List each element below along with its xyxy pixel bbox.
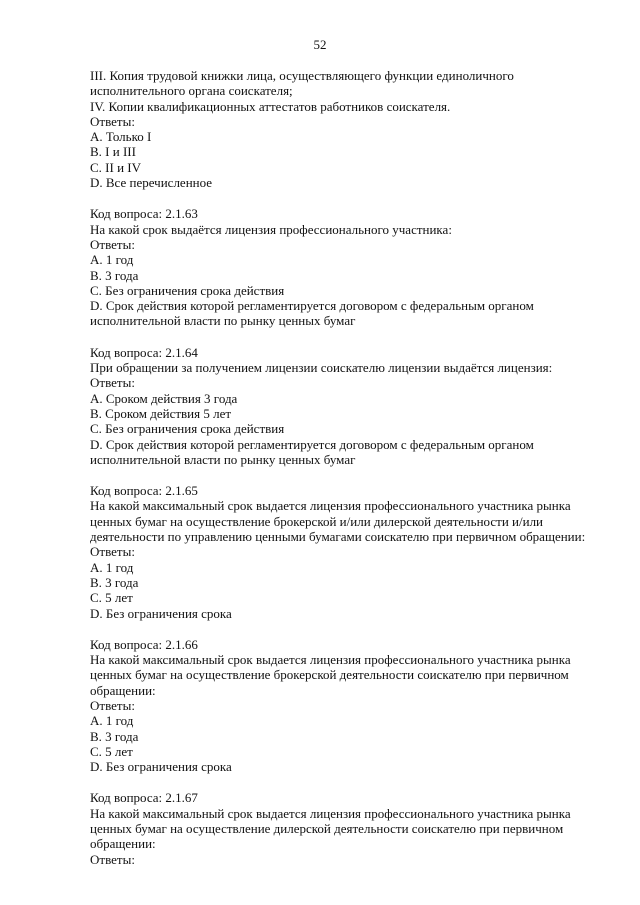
spacer (90, 621, 595, 637)
intro-line: IV. Копии квалификационных аттестатов работников соискателя. (90, 98, 451, 114)
question-text: деятельности по управлению ценными бумагами соискателю при первичном обращении: (90, 529, 586, 545)
answer-option: D. Без ограничения срока (90, 759, 232, 775)
spacer (90, 467, 595, 483)
spacer (90, 190, 595, 206)
question-block-2-1-66 (90, 637, 595, 775)
answer-option: B. 3 года (90, 728, 139, 744)
answer-option: C. Без ограничения срока действия (90, 282, 285, 298)
answers-label: Ответы: (90, 113, 135, 129)
answer-option: D. Все перечисленное (90, 175, 213, 191)
question-text: При обращении за получением лицензии соискателю лицензии выдаётся лицензия: (90, 360, 553, 376)
answers-label: Ответы: (90, 851, 135, 867)
answer-option-continuation: исполнительной власти по рынку ценных бумаг (90, 451, 356, 467)
question-text: ценных бумаг на осуществление дилерской деятельности соискателю при первичном (90, 821, 564, 837)
question-block-2-1-65 (90, 483, 595, 621)
answer-option: B. Сроком действия 5 лет (90, 405, 232, 421)
question-text: обращении: (90, 836, 156, 852)
spacer (90, 329, 595, 345)
answer-option-continuation: исполнительной власти по рынку ценных бумаг (90, 313, 356, 329)
question-block-2-1-64 (90, 345, 595, 467)
answer-option: D. Срок действия которой регламентируется договором с федеральным органом (90, 298, 534, 314)
question-code: Код вопроса: 2.1.64 (90, 344, 198, 360)
answer-option: C. 5 лет (90, 590, 133, 606)
question-text: На какой максимальный срок выдается лицензия профессионального участника рынка (90, 498, 571, 514)
answer-option: D. Без ограничения срока (90, 605, 232, 621)
answers-label: Ответы: (90, 544, 135, 560)
answer-option: A. Только I (90, 129, 152, 145)
question-text: ценных бумаг на осуществление брокерской и/или дилерской деятельности и/или (90, 513, 544, 529)
intro-block (90, 68, 595, 190)
spacer (90, 774, 595, 790)
answer-option: C. 5 лет (90, 743, 133, 759)
question-block-2-1-67 (90, 790, 595, 866)
question-text: обращении: (90, 682, 156, 698)
answer-option: B. 3 года (90, 574, 139, 590)
answer-option: C. II и IV (90, 159, 142, 175)
question-block-2-1-63 (90, 206, 595, 328)
page-number: 52 (313, 37, 327, 52)
answer-option: A. Сроком действия 3 года (90, 390, 238, 406)
intro-line: исполнительного органа соискателя; (90, 83, 293, 99)
answer-option: D. Срок действия которой регламентируется договором с федеральным органом (90, 436, 534, 452)
question-code: Код вопроса: 2.1.66 (90, 636, 198, 652)
question-text: ценных бумаг на осуществление брокерской деятельности соискателю при первичном (90, 667, 569, 683)
answer-option: B. 3 года (90, 267, 139, 283)
intro-line: III. Копия трудовой книжки лица, осуществляющего функции единоличного (90, 68, 514, 83)
answers-label: Ответы: (90, 697, 135, 713)
question-text: На какой максимальный срок выдается лицензия профессионального участника рынка (90, 805, 571, 821)
answer-option: A. 1 год (90, 713, 134, 729)
question-text: На какой срок выдаётся лицензия профессионального участника: (90, 221, 452, 237)
answers-label: Ответы: (90, 375, 135, 391)
answers-label: Ответы: (90, 236, 135, 252)
question-code: Код вопроса: 2.1.67 (90, 790, 198, 806)
question-code: Код вопроса: 2.1.65 (90, 483, 198, 499)
question-code: Код вопроса: 2.1.63 (90, 206, 198, 222)
answer-option: A. 1 год (90, 252, 134, 268)
answer-option: C. Без ограничения срока действия (90, 421, 285, 437)
answer-option: A. 1 год (90, 559, 134, 575)
document-body (90, 68, 595, 867)
answer-option: B. I и III (90, 144, 136, 160)
question-text: На какой максимальный срок выдается лицензия профессионального участника рынка (90, 652, 571, 668)
